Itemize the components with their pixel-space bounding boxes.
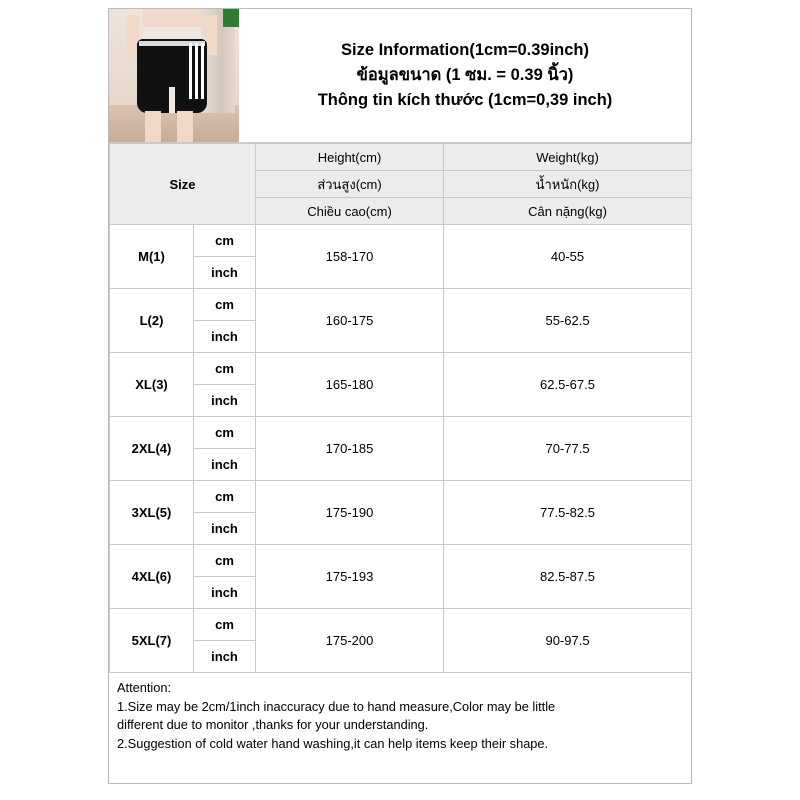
- shorts-stripe-2: [195, 43, 198, 99]
- row-unit-inch: inch: [194, 449, 256, 481]
- row-height-value: 160-175: [256, 289, 444, 353]
- row-size-label: 2XL(4): [110, 417, 194, 481]
- attention-line-3: 2.Suggestion of cold water hand washing,it can help items keep their shape.: [117, 735, 549, 751]
- row-height-value: 165-180: [256, 353, 444, 417]
- table-row: [110, 353, 692, 385]
- row-height-value: 170-185: [256, 417, 444, 481]
- attention-line-1: 1.Size may be 2cm/1inch inaccuracy due to hand measure,Color may be little: [117, 698, 556, 714]
- row-unit-cm: cm: [194, 225, 256, 257]
- table-row: [110, 481, 692, 513]
- title-line-en: Size Information(1cm=0.39inch): [340, 41, 590, 59]
- size-chart-sheet: [108, 8, 692, 784]
- row-unit-cm: cm: [194, 545, 256, 577]
- row-unit-inch: inch: [194, 513, 256, 545]
- table-row: [110, 609, 692, 641]
- photo-green-corner: [223, 9, 239, 27]
- row-weight-value: 90-97.5: [444, 609, 692, 673]
- weight-header-vi: Cân nặng(kg): [444, 198, 692, 225]
- row-unit-inch: inch: [194, 321, 256, 353]
- row-unit-cm: cm: [194, 353, 256, 385]
- table-row: [110, 289, 692, 321]
- row-weight-value: 40-55: [444, 225, 692, 289]
- row-unit-inch: inch: [194, 577, 256, 609]
- size-column-header: Size: [110, 144, 256, 225]
- row-unit-cm: cm: [194, 289, 256, 321]
- table-header-row-1: [110, 144, 692, 171]
- attention-block: [109, 673, 691, 783]
- attention-title: Attention:: [117, 680, 172, 695]
- row-unit-inch: inch: [194, 641, 256, 673]
- row-height-value: 158-170: [256, 225, 444, 289]
- row-size-label: 5XL(7): [110, 609, 194, 673]
- row-unit-inch: inch: [194, 257, 256, 289]
- model-leg-right: [177, 111, 193, 142]
- height-header-th: ส่วนสูง(cm): [256, 171, 444, 198]
- row-weight-value: 77.5-82.5: [444, 481, 692, 545]
- table-row: [110, 545, 692, 577]
- size-table: [109, 143, 692, 673]
- row-unit-cm: cm: [194, 481, 256, 513]
- row-size-label: M(1): [110, 225, 194, 289]
- title-line-th: ข้อมูลขนาด (1 ซม. = 0.39 นิ้ว): [356, 66, 574, 84]
- row-size-label: 3XL(5): [110, 481, 194, 545]
- table-row: [110, 225, 692, 257]
- row-height-value: 175-193: [256, 545, 444, 609]
- title-line-vi: Thông tin kích thước (1cm=0,39 inch): [317, 91, 613, 109]
- product-photo: [109, 9, 239, 142]
- height-header-vi: Chiều cao(cm): [256, 198, 444, 225]
- shorts-stripe-3: [201, 43, 204, 99]
- row-unit-cm: cm: [194, 609, 256, 641]
- row-size-label: XL(3): [110, 353, 194, 417]
- weight-header-th: น้ำหนัก(kg): [444, 171, 692, 198]
- row-weight-value: 82.5-87.5: [444, 545, 692, 609]
- height-header-en: Height(cm): [256, 144, 444, 171]
- model-leg-left: [145, 111, 161, 142]
- row-weight-value: 70-77.5: [444, 417, 692, 481]
- row-size-label: L(2): [110, 289, 194, 353]
- row-weight-value: 55-62.5: [444, 289, 692, 353]
- header-block: [109, 9, 691, 143]
- row-height-value: 175-190: [256, 481, 444, 545]
- row-unit-inch: inch: [194, 385, 256, 417]
- row-size-label: 4XL(6): [110, 545, 194, 609]
- table-row: [110, 417, 692, 449]
- shorts-stripe-1: [189, 43, 192, 99]
- row-height-value: 175-200: [256, 609, 444, 673]
- weight-header-en: Weight(kg): [444, 144, 692, 171]
- row-unit-cm: cm: [194, 417, 256, 449]
- attention-line-2: different due to monitor ,thanks for your understanding.: [117, 717, 429, 732]
- row-weight-value: 62.5-67.5: [444, 353, 692, 417]
- model-shirt: [143, 27, 201, 39]
- title-block: [239, 9, 691, 142]
